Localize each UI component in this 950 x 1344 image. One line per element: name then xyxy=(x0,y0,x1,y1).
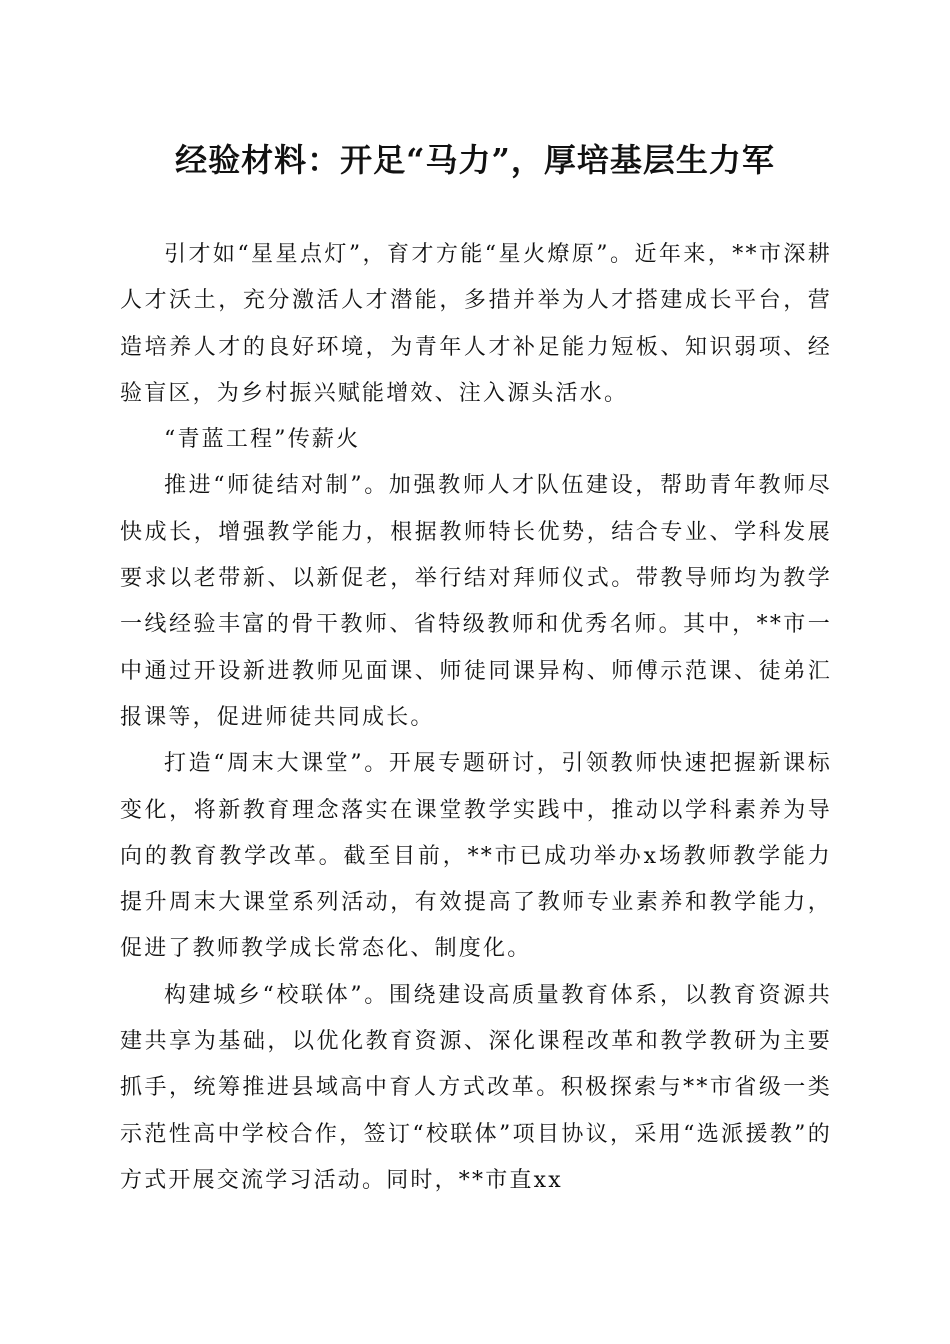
paragraph-intro: 引才如“星星点灯”，育才方能“星火燎原”。近年来，**市深耕人才沃土，充分激活人才潜能，多措并举为人才搭建成长平台，营造培养人才的良好环境，为青年人才补足能力短板、知识弱项、经验盲区，为乡村振兴赋能增效、注入源头活水。 xyxy=(120,242,832,406)
paragraph-mentorship: 推进“师徒结对制”。加强教师人才队伍建设，帮助青年教师尽快成长，增强教学能力，根据教师特长优势，结合专业、学科发展要求以老带新、以新促老，举行结对拜师仪式。带教导师均为教学一线经验丰富的骨干教师、省特级教师和优秀名师。其中，**市一中通过开设新进教师见面课、师徒同课异构、师傅示范课、徒弟汇报课等，促进师徒共同成长。 xyxy=(120,473,832,730)
paragraph-school-alliance: 构建城乡“校联体”。围绕建设高质量教育体系，以教育资源共建共享为基础，以优化教育资源、深化课程改革和教学教研为主要抓手，统筹推进县域高中育人方式改革。积极探索与**市省级一类示范性高中学校合作，签订“校联体”项目协议，采用“选派援教”的方式开展交流学习活动。同时，**市直xx xyxy=(120,982,832,1193)
section-heading: “青蓝工程”传薪火 xyxy=(164,427,361,453)
document-body xyxy=(120,232,832,1204)
document-title: 经验材料：开足“马力”，厚培基层生力军 xyxy=(175,141,775,179)
paragraph-weekend-class: 打造“周末大课堂”。开展专题研讨，引领教师快速把握新课标变化，将新教育理念落实在课堂教学实践中，推动以学科素养为导向的教育教学改革。截至目前，**市已成功举办x场教师教学能力提升周末大课堂系列活动，有效提高了教师专业素养和教学能力，促进了教师教学成长常态化、制度化。 xyxy=(120,751,832,962)
